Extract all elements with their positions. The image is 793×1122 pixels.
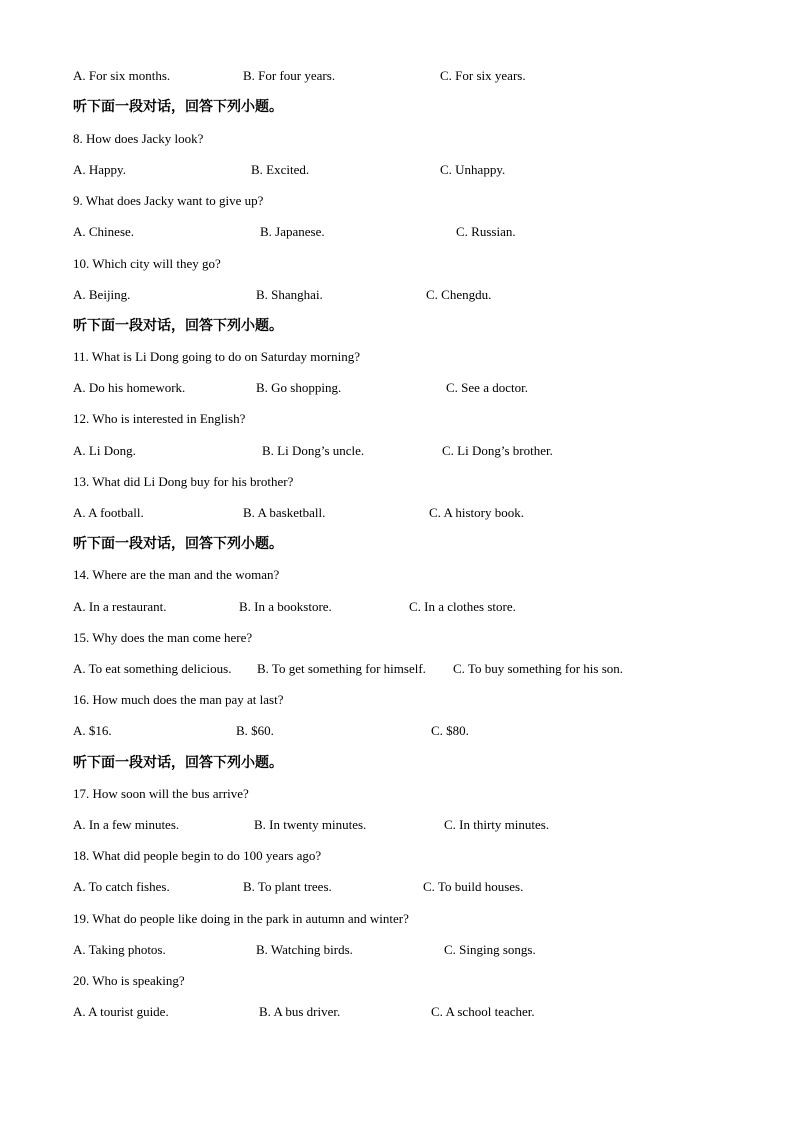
option-c: C. Li Dong’s brother. — [442, 443, 553, 458]
option-b: B. To plant trees. — [243, 879, 332, 894]
option-c: C. To build houses. — [423, 879, 524, 894]
option-b: B. A basketball. — [243, 505, 326, 520]
question-16: 16. How much does the man pay at last? — [73, 692, 284, 707]
option-c: C. A school teacher. — [431, 1004, 535, 1019]
option-a: A. Do his homework. — [73, 380, 186, 395]
section-heading: 听下面一段对话，回答下列小题。 — [73, 318, 283, 334]
option-b: B. Excited. — [251, 162, 310, 177]
option-c: C. Chengdu. — [426, 287, 492, 302]
option-a: A. In a few minutes. — [73, 817, 180, 832]
question-18: 18. What did people begin to do 100 years ago? — [73, 848, 322, 863]
option-b: B. $60. — [236, 723, 274, 738]
option-a: A. Beijing. — [73, 287, 131, 302]
option-c: C. In thirty minutes. — [444, 817, 550, 832]
option-a: A. Li Dong. — [73, 443, 136, 458]
option-a: A. Taking photos. — [73, 942, 166, 957]
question-13: 13. What did Li Dong buy for his brother? — [73, 474, 294, 489]
option-a: A. Happy. — [73, 162, 126, 177]
option-c: C. In a clothes store. — [409, 599, 516, 614]
question-9: 9. What does Jacky want to give up? — [73, 193, 264, 208]
option-a: A. Chinese. — [73, 224, 135, 239]
question-11: 11. What is Li Dong going to do on Saturday morning? — [73, 349, 361, 364]
option-b: B. Watching birds. — [256, 942, 353, 957]
question-8: 8. How does Jacky look? — [73, 131, 204, 146]
option-b: B. To get something for himself. — [257, 661, 426, 676]
option-a: A. $16. — [73, 723, 112, 738]
option-c: C. To buy something for his son. — [453, 661, 624, 676]
option-a: A. For six months. — [73, 68, 171, 83]
option-c: C. See a doctor. — [446, 380, 528, 395]
option-c: C. Russian. — [456, 224, 516, 239]
option-b: B. Shanghai. — [256, 287, 323, 302]
option-b: B. For four years. — [243, 68, 336, 83]
option-b: B. A bus driver. — [259, 1004, 341, 1019]
option-c: C. Unhappy. — [440, 162, 506, 177]
question-10: 10. Which city will they go? — [73, 256, 221, 271]
section-heading: 听下面一段对话，回答下列小题。 — [73, 536, 283, 552]
question-20: 20. Who is speaking? — [73, 973, 185, 988]
option-a: A. A football. — [73, 505, 144, 520]
option-a: A. In a restaurant. — [73, 599, 167, 614]
question-17: 17. How soon will the bus arrive? — [73, 786, 249, 801]
option-b: B. In twenty minutes. — [254, 817, 367, 832]
question-14: 14. Where are the man and the woman? — [73, 567, 280, 582]
option-b: B. Go shopping. — [256, 380, 342, 395]
question-19: 19. What do people like doing in the park in autumn and winter? — [73, 911, 409, 926]
option-c: C. Singing songs. — [444, 942, 536, 957]
option-a: A. To catch fishes. — [73, 879, 170, 894]
section-heading: 听下面一段对话，回答下列小题。 — [73, 99, 283, 115]
question-12: 12. Who is interested in English? — [73, 411, 246, 426]
question-15: 15. Why does the man come here? — [73, 630, 253, 645]
option-a: A. A tourist guide. — [73, 1004, 169, 1019]
section-heading: 听下面一段对话，回答下列小题。 — [73, 755, 283, 771]
option-b: B. Japanese. — [260, 224, 325, 239]
option-c: C. A history book. — [429, 505, 524, 520]
option-c: C. For six years. — [440, 68, 526, 83]
option-a: A. To eat something delicious. — [73, 661, 232, 676]
option-b: B. In a bookstore. — [239, 599, 332, 614]
option-b: B. Li Dong’s uncle. — [262, 443, 365, 458]
option-c: C. $80. — [431, 723, 469, 738]
